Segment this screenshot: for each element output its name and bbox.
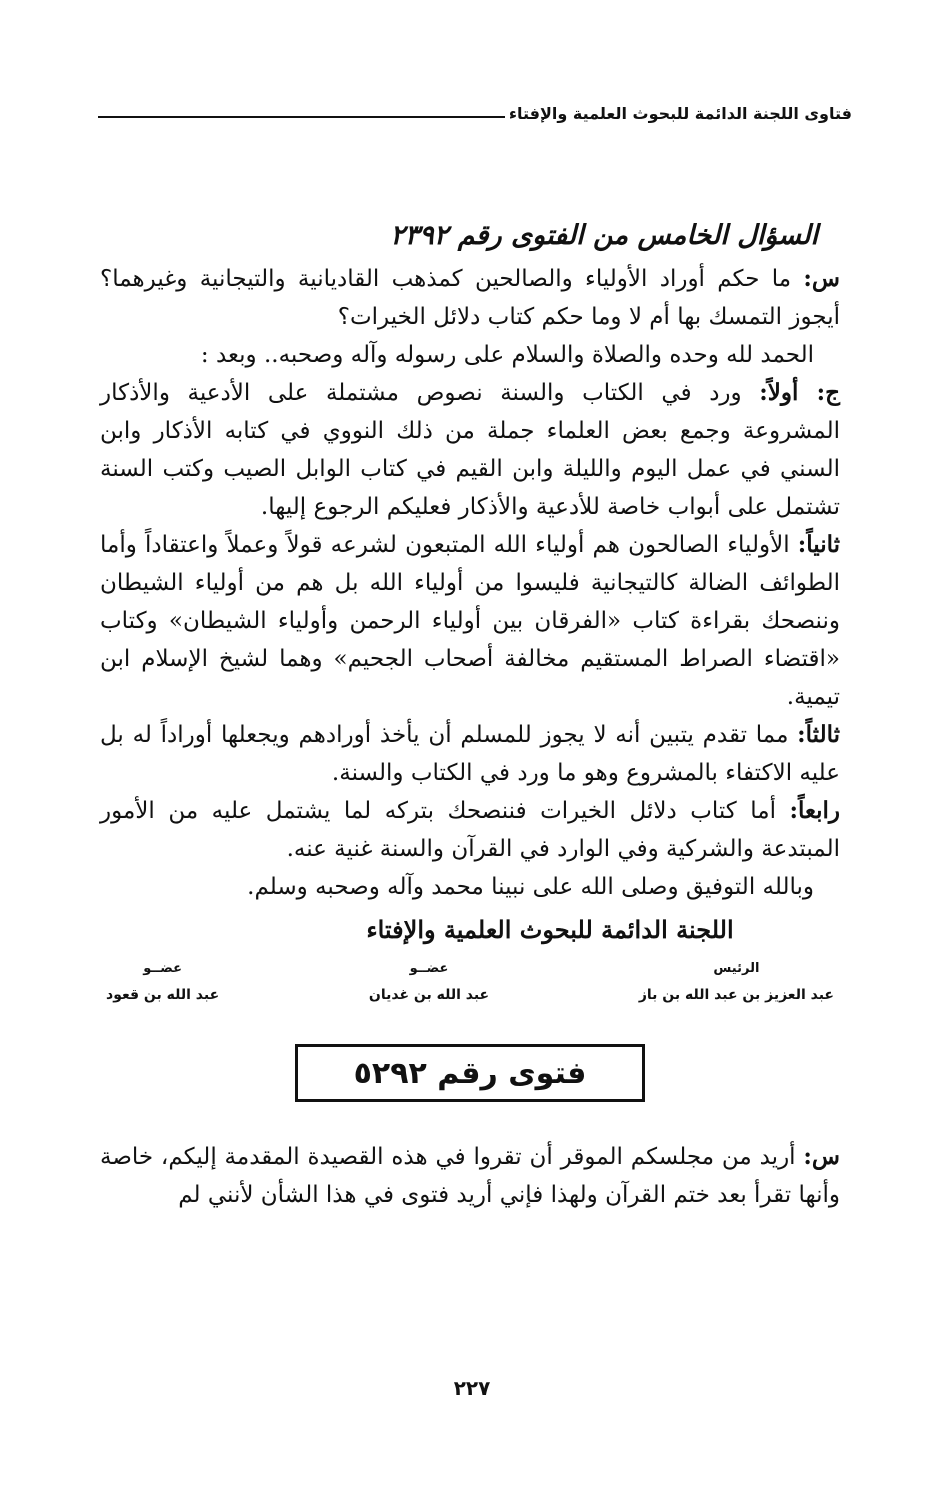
- answer-first-lead: ج: أولاً:: [759, 379, 840, 406]
- answer-first-paragraph: [100, 374, 840, 526]
- signature-member-2: [106, 956, 219, 1008]
- committee-name: اللجنة الدائمة للبحوث العلمية والإفتاء: [366, 915, 734, 944]
- signature-name: عبد الله بن غديان: [368, 987, 490, 1003]
- signatures-row: [100, 956, 840, 1008]
- fatwa-box-wrapper: [100, 1044, 840, 1102]
- answer-fourth-paragraph: [100, 792, 840, 868]
- answer-second-text: الأولياء الصالحون هم أولياء الله المتبعون لشرعه قولاً وعملاً واعتقاداً وأما الطوائف الضالة كالتيجانية فليسوا من أولياء الله بل هم من أولياء الشيطان وننصحك بقراءة كتاب «الفرقان بين أولياء الرحمن وأولياء الشيطان» وكتاب «اقتضاء الصراط المستقيم مخالفة أصحاب الجحيم» وهما لشيخ الإسلام ابن تيمية.: [100, 532, 840, 710]
- answer-third-lead: ثالثاً:: [797, 721, 840, 748]
- question-paragraph: [100, 260, 840, 336]
- answer-third-paragraph: [100, 716, 840, 792]
- signature-name: عبد العزيز بن عبد الله بن باز: [638, 987, 834, 1003]
- question-text: ما حكم أوراد الأولياء والصالحين كمذهب القاديانية والتيجانية وغيرهما؟ أيجوز التمسك بها أم لا وما حكم كتاب دلائل الخيرات؟: [100, 266, 840, 330]
- next-question-paragraph: [100, 1138, 840, 1214]
- signature-role: عضــو: [409, 961, 449, 976]
- praise-paragraph: الحمد لله وحده والصلاة والسلام على رسوله وآله وصحبه.. وبعد :: [200, 342, 814, 368]
- closing-paragraph: وبالله التوفيق وصلى الله على نبينا محمد وآله وصحبه وسلم.: [247, 874, 814, 900]
- header-title: فتاوى اللجنة الدائمة للبحوث العلمية والإفتاء: [508, 104, 852, 123]
- next-question-text: أريد من مجلسكم الموقر أن تقروا في هذه القصيدة المقدمة إليكم، خاصة وأنها تقرأ بعد ختم القرآن ولهذا فإني أريد فتوى في هذا الشأن لأنني لم: [100, 1144, 840, 1208]
- signature-role: الرئيس: [713, 961, 760, 976]
- answer-third-text: مما تقدم يتبين أنه لا يجوز للمسلم أن يأخذ أورادهم ويجعلها أوراداً له بل عليه الاكتفاء بالمشروع وهو ما ورد في الكتاب والسنة.: [100, 722, 840, 786]
- page-number: ٢٢٧: [453, 1376, 491, 1400]
- answer-second-lead: ثانياً:: [797, 531, 840, 558]
- running-header: [98, 104, 852, 123]
- signature-role: عضــو: [143, 961, 182, 976]
- answer-fourth-text: أما كتاب دلائل الخيرات فننصحك بتركه لما يشتمل عليه من الأمور المبتدعة والشركية وفي الوارد في القرآن والسنة غنية عنه.: [100, 798, 840, 862]
- header-rule: [98, 116, 505, 118]
- answer-fourth-lead: رابعاً:: [789, 797, 840, 824]
- main-content: [100, 212, 840, 1214]
- section-title: السؤال الخامس من الفتوى رقم ٢٣٩٢: [390, 220, 818, 251]
- signature-member-1: [369, 956, 489, 1008]
- fatwa-number-box: فتوى رقم ٥٢٩٢: [295, 1044, 645, 1102]
- next-question-lead: س:: [803, 1143, 840, 1170]
- answer-second-paragraph: [100, 526, 840, 716]
- question-lead: س:: [803, 265, 840, 292]
- signature-name: عبد الله بن قعود: [106, 987, 220, 1003]
- signature-chairman: [639, 956, 834, 1008]
- answer-first-text: ورد في الكتاب والسنة نصوص مشتملة على الأدعية والأذكار المشروعة وجمع بعض العلماء جملة من ذلك النووي في كتابه الأذكار وابن السني في عمل اليوم والليلة وابن القيم في كتاب الوابل الصيب وكتب السنة تشتمل على أبواب خاصة للأدعية والأذكار فعليكم الرجوع إليها.: [100, 380, 840, 520]
